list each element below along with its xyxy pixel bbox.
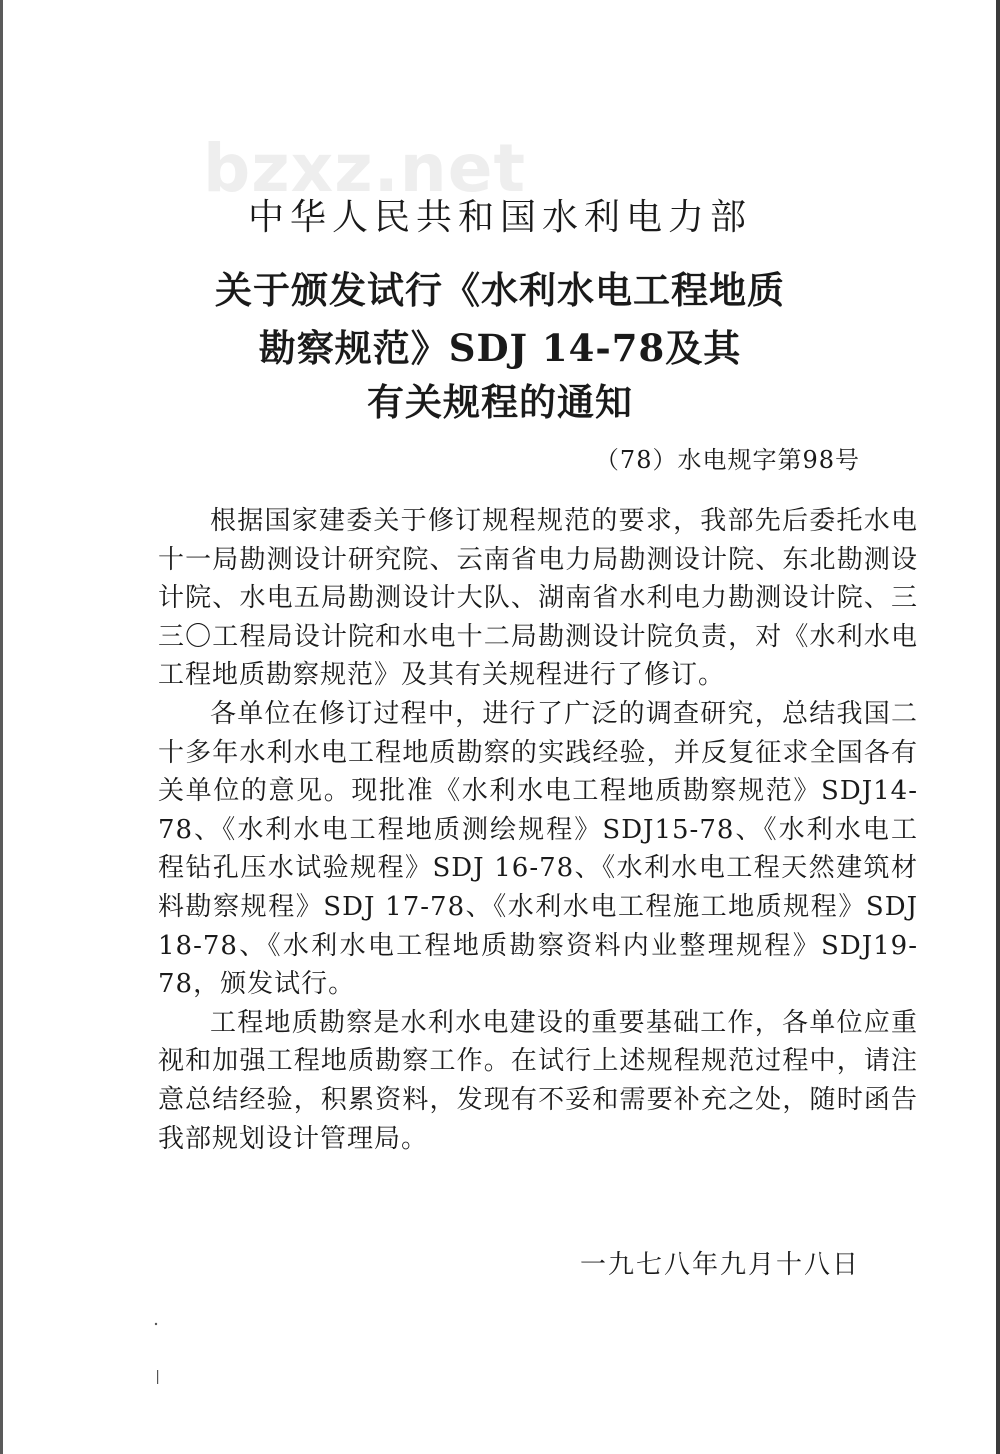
paragraph-3: 工程地质勘察是水利水电建设的重要基础工作，各单位应重视和加强工程地质勘察工作。在试行上述规程规范过程中，请注意总结经验，积累资料，发现有不妥和需要补充之处，随时函告我部规划设计管理局。 [158, 1007, 918, 1154]
title-line-2: 勘察规范》SDJ 14-78及其 [258, 326, 742, 370]
watermark: bzxz.net [203, 130, 527, 207]
issuing-ministry: 中华人民共和国水利电力部 [247, 197, 752, 238]
paragraph-1: 根据国家建委关于修订规程规范的要求，我部先后委托水电十一局勘测设计研究院、云南省电力局勘测设计院、东北勘测设计院、水电五局勘测设计大队、湖南省水利电力勘测设计院、三三〇工程局设计院和水电十二局勘测设计院负责，对《水利水电工程地质勘察规范》及其有关规程进行了修订。 [158, 506, 918, 691]
scan-specks [148, 1320, 168, 1390]
notice-body [158, 502, 918, 1158]
title-line-3: 有关规程的通知 [367, 380, 633, 424]
document-number: （78）水电规字第98号 [594, 446, 860, 474]
paragraph-2: 各单位在修订过程中，进行了广泛的调查研究，总结我国二十多年水利水电工程地质勘察的实践经验，并反复征求全国各有关单位的意见。现批准《水利水电工程地质勘察规范》SDJ14-78、《水利水电工程地质测绘规程》SDJ15-78、《水利水电工程钻孔压水试验规程》SDJ 16-78、《水利水电工程天然建筑材料勘察规程》SDJ 17-78、《水利水电工程施工地质规程》SDJ 18-78、《水利水电工程地质勘察资料内业整理规程》SDJ19-78，颁发试行。 [158, 698, 918, 1000]
title-line-1: 关于颁发试行《水利水电工程地质 [215, 268, 785, 312]
issue-date: 一九七八年九月十八日 [579, 1250, 860, 1280]
